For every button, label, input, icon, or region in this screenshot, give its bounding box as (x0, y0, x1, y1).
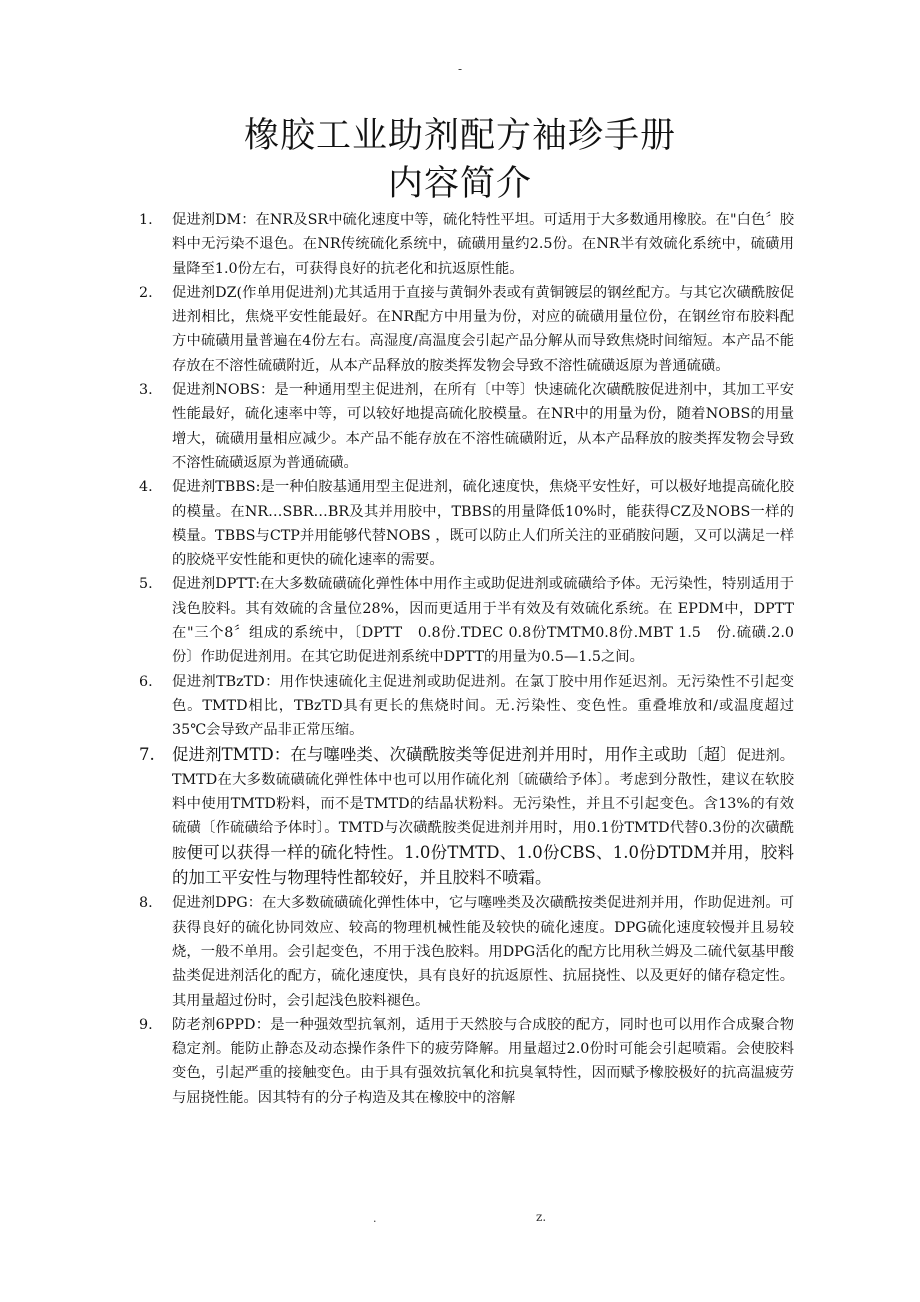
list-item (0, 743, 794, 892)
item-number: 1. (139, 212, 153, 228)
item-text: 促进剂TBBS:是一种伯胺基通用型主促进剂，硫化速度快，焦烧平安性好，可以极好地提高硫化胶的模量。在NR…SBR…BR及其并用胶中，TBBS的用量降低10%时，能获得CZ及NOBS一样的模量。TBBS与CTP并用能够代替NOBS ，既可以防止人们所关注的亚硝胺问题，又可以满足一样的胶烧平安性能和更快的硫化速率的需要。 (172, 479, 794, 569)
list-item (0, 670, 794, 743)
footer-right-mark: z. (536, 1210, 547, 1224)
list-item (0, 475, 794, 572)
item-text: 促进剂。TMTD在大多数硫磺硫化弹性体中也可以用作硫化剂〔硫磺给予体〕。考虑到分散性，建议在软胶料中使用TMTD粉料，而不是TMTD的结晶状粉料。无污染性，并且不引起变色。含13%的有效硫磺〔作硫磺给予体时〕。TMTD与次磺酰胺类促进剂并用时，用0.1份TMTD代替0.3份的次磺酰胺 (172, 747, 795, 862)
list-item (0, 1013, 794, 1110)
item-text: 促进剂DM：在NR及SR中硫化速度中等，硫化特性平坦。可适用于大多数通用橡胶。在"白色〞胶料中无污染不退色。在NR传统硫化系统中，硫磺用量约2.5份。在NR半有效硫化系统中，硫磺用量降至1.0份左右，可获得良好的抗老化和抗返原性能。 (172, 212, 794, 277)
item-list (0, 208, 920, 1110)
page-title: 橡胶工业助剂配方袖珍手册 (243, 116, 676, 156)
header-mark: - (457, 62, 463, 76)
item-tail-text: 便可以获得一样的硫化特性。1.0份TMTD、1.0份CBS、1.0份DTDM并用，胶料的加工平安性与物理特性都较好，并且胶料不喷霜。 (172, 842, 794, 888)
footer-left-mark: . (373, 1212, 377, 1225)
item-number: 3. (139, 382, 153, 399)
item-number: 4. (139, 479, 153, 496)
list-item (0, 208, 794, 281)
item-lead-text: 促进剂TMTD：在与噻唑类、次磺酰胺类等促进剂并用时，用作主或助〔超〕 (172, 744, 737, 764)
item-number: 9. (139, 1016, 153, 1033)
item-number: 6. (139, 673, 153, 690)
item-text: 促进剂DPTT:在大多数硫磺硫化弹性体中用作主或助促进剂或硫磺给予体。无污染性，特别适用于浅色胶料。其有效硫的含量位28%，因而更适用于半有效及有效硫化系统。在 EPDM中，DPTT在"三个8〞组成的系统中，〔DPTT 0.8份.TDEC 0.8份TMTM0.8份.MBT 1.5 份.硫磺.2.0份〕作助促进剂用。在其它助促进剂系统中DPTT的用量为0.5—1.5之间。 (172, 576, 794, 666)
list-item (0, 891, 794, 1012)
list-item (0, 572, 794, 669)
item-text: 促进剂TBzTD：用作快速硫化主促进剂或助促进剂。在氯丁胶中用作延迟剂。无污染性不引起变色。TMTD相比，TBzTD具有更长的焦烧时间。无.污染性、变色性。重叠堆放和/或温度超过35℃会导致产品非正常压缩。 (172, 673, 794, 739)
item-number: 7. (139, 744, 155, 764)
item-text: 促进剂NOBS：是一种通用型主促进剂，在所有〔中等〕快速硫化次磺酰胺促进剂中，其加工平安性能最好，硫化速率中等，可以较好地提高硫化胶模量。在NR中的用量为份，随着NOBS的用量增大，硫磺用量相应减少。本产品不能存放在不溶性硫磺附近，从本产品释放的胺类挥发物会导致不溶性硫磺返原为普通硫磺。 (172, 382, 794, 471)
list-item (0, 281, 794, 378)
item-text: 促进剂DPG：在大多数硫磺硫化弹性体中，它与噻唑类及次磺酰按类促进剂并用，作助促进剂。可获得良好的硫化协同效应、较高的物理机械性能及较快的硫化速度。DPG硫化速度较慢并且易较烧，一般不单用。会引起变色，不用于浅色胶料。用DPG活化的配方比用秋兰姆及二硫代氨基甲酸盐类促进剂活化的配方，硫化速度快，具有良好的抗返原性、抗屈挠性、以及更好的储存稳定性。其用量超过份时，会引起浅色胶料褪色。 (172, 895, 794, 1009)
item-text: 促进剂DZ(作单用促进剂)尤其适用于直接与黄铜外表或有黄铜镀层的钢丝配方。与其它次磺酰胺促进剂相比，焦烧平安性能最好。在NR配方中用量为份，对应的硫磺用量位份，在钢丝帘布胶料配方中硫磺用量普遍在4份左右。高湿度/高温度会引起产品分解从而导致焦烧时间缩短。本产品不能存放在不溶性硫磺附近，从本产品释放的胺类挥发物会导致不溶性硫磺返原为普通硫磺。 (172, 284, 794, 374)
page-subtitle: 内容简介 (387, 164, 532, 204)
item-number: 8. (139, 895, 153, 912)
item-number: 2. (139, 284, 153, 301)
item-number: 5. (139, 576, 153, 593)
list-item (0, 378, 794, 475)
item-text: 防老剂6PPD：是一种强效型抗氧剂，适用于天然胶与合成胶的配方，同时也可以用作合成聚合物稳定剂。能防止静态及动态操作条件下的疲劳降解。用量超过2.0份时可能会引起喷霜。会使胶料变色，引起严重的接触变色。由于具有强效抗氧化和抗臭氧特性，因而赋予橡胶极好的抗高温疲劳与屈挠性能。因其特有的分子构造及其在橡胶中的溶解 (172, 1016, 794, 1106)
